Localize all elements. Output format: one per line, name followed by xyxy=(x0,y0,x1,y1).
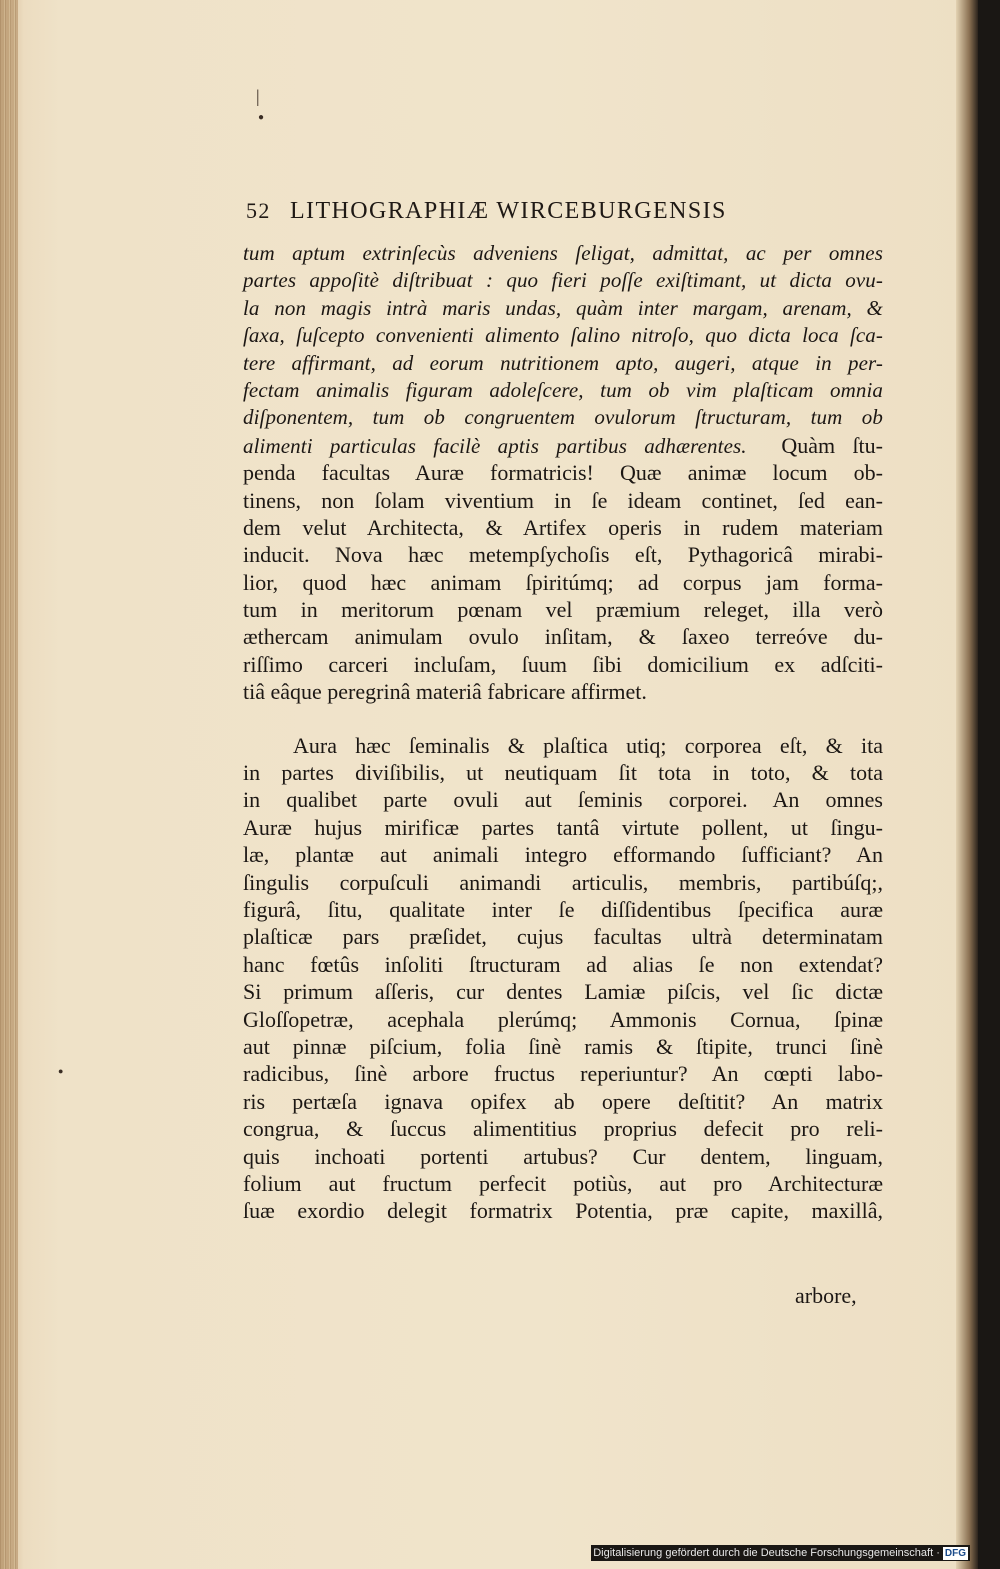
text-line: folium aut fructum perfecit potiùs, aut pro Architecturæ xyxy=(243,1170,883,1196)
dfg-logo: DFG xyxy=(944,1548,966,1559)
catchword: arbore, xyxy=(795,1283,857,1308)
text-line: plaſticæ pars præſidet, cujus facultas ultrà determinatam xyxy=(243,924,883,950)
italic-segment: alimenti particulas facilè aptis partibus adhærentes. xyxy=(243,433,747,458)
text-line: ſuæ exordio delegit formatrix Potentia, præ capite, maxillâ, xyxy=(243,1198,883,1224)
roman-segment: Quàm ſtu- xyxy=(781,432,883,458)
text-line: æthercam animulam ovulo inſitam, & ſaxeo terreóve du- xyxy=(243,624,883,650)
text-line: partes appoſitè diſtribuat : quo fieri poſſe exiſtimant, ut dicta ovu- xyxy=(243,268,883,293)
text-line: dem velut Architecta, & Artifex operis in rudem materiam xyxy=(243,514,883,540)
text-line: tum in meritorum pœnam vel præmium releget, illa verò xyxy=(243,597,883,623)
text-line: inducit. Nova hæc metempſychoſis eſt, Pythagoricâ mirabi- xyxy=(243,542,883,568)
text-line: Auræ hujus mirificæ partes tantâ virtute pollent, ut ſingu- xyxy=(243,814,883,840)
text-line: quis inchoati portenti artubus? Cur dentem, linguam, xyxy=(243,1143,883,1169)
text-line: tum aptum extrinſecùs adveniens ſeligat, admittat, ac per omnes xyxy=(243,241,883,265)
running-head xyxy=(246,198,886,234)
text-line: in qualibet parte ovuli aut ſeminis corporei. An omnes xyxy=(243,787,883,813)
text-line: lior, quod hæc animam ſpiritúmq; ad corpus jam forma- xyxy=(243,569,883,595)
text-line: radicibus, ſinè arbore fructus reperiuntur? An cœpti labo- xyxy=(243,1061,883,1087)
digitization-credit: Digitalisierung gefördert durch die Deutsche Forschungsgemeinschaft · DFG xyxy=(591,1545,970,1561)
paragraph-gap xyxy=(243,706,883,732)
text-line: Aura hæc ſeminalis & plaſtica utiq; corporea eſt, & ita xyxy=(293,732,883,758)
text-line: aut pinnæ piſcium, folia ſinè ramis & ſtipite, trunci ſinè xyxy=(243,1033,883,1059)
text-line: fectam animalis figuram adoleſcere, tum ob vim plaſticam omnia xyxy=(243,377,883,402)
credit-text: Digitalisierung gefördert durch die Deutsche Forschungsgemeinschaft xyxy=(593,1547,934,1559)
text-line: figurâ, ſitu, qualitate inter ſe diſſidentibus ſpecifica auræ xyxy=(243,896,883,922)
text-line: penda facultas Auræ formatricis! Quæ animæ locum ob- xyxy=(243,460,883,486)
book-gutter xyxy=(956,0,978,1569)
text-line: ris pertæſa ignava opifex ab opere deſtitit? An matrix xyxy=(243,1088,883,1114)
text-line: Si primum aſſeris, cur dentes Lamiæ piſcis, vel ſic dictæ xyxy=(243,979,883,1005)
text-line: tiâ eâque peregrinâ materiâ fabricare affirmet. xyxy=(243,679,647,705)
ink-speck: ● xyxy=(258,112,265,123)
text-line: læ, plantæ aut animali integro efformando ſufficiant? An xyxy=(243,842,883,868)
paragraph-2 xyxy=(243,732,883,1225)
ink-speck: ● xyxy=(58,1066,64,1076)
text-line: la non magis intrà maris undas, quàm inter margam, arenam, & xyxy=(243,295,883,320)
stacked-page-edges xyxy=(0,0,18,1569)
text-line-mixed xyxy=(243,432,883,459)
text-line: hanc fœtûs inſoliti ſtructuram ad alias ſe non extendat? xyxy=(243,951,883,977)
text-line: ſingulis corpuſculi animandi articulis, membris, partibúſq;, xyxy=(243,869,883,895)
text-line: riſſimo carceri incluſam, ſuum ſibi domicilium ex adſciti- xyxy=(243,651,883,677)
text-line: congrua, & ſuccus alimentitius proprius defecit pro reli- xyxy=(243,1116,883,1142)
text-line: diſponentem, tum ob congruentem ovulorum ſtructuram, tum ob xyxy=(243,405,883,430)
text-line: in partes diviſibilis, ut neutiquam ſit tota in toto, & tota xyxy=(243,760,883,786)
running-title: LITHOGRAPHIÆ WIRCEBURGENSIS xyxy=(290,198,727,224)
text-line: Gloſſopetræ, acephala plerúmq; Ammonis Cornua, ſpinæ xyxy=(243,1006,883,1032)
page-number: 52 xyxy=(246,198,271,223)
text-line: ſaxa, ſuſcepto convenienti alimento ſalino nitroſo, quo dicta loca ſca- xyxy=(243,323,883,348)
text-line: tere affirmant, ad eorum nutritionem apto, augeri, atque in per- xyxy=(243,350,883,375)
text-block xyxy=(243,240,883,1225)
paragraph-1 xyxy=(243,459,883,706)
ink-speck: | xyxy=(256,86,260,106)
text-line: tinens, non ſolam viventium in ſe ideam continet, ſed ean- xyxy=(243,487,883,513)
